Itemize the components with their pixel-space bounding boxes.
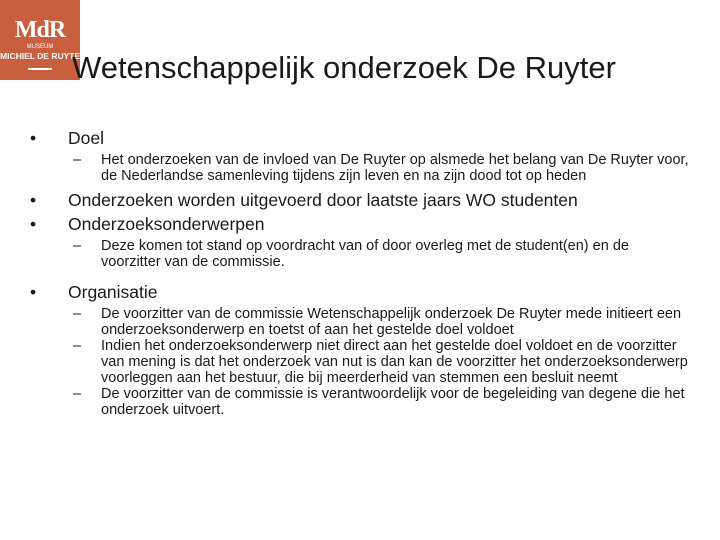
sub-item bbox=[30, 152, 690, 184]
sub-item bbox=[30, 238, 690, 270]
sub-item-text: De voorzitter van de commissie Wetenschappelijk onderzoek De Ruyter mede initieert een onderzoeksonderwerp en toetst of aan het gestelde doel voldoet bbox=[101, 306, 682, 338]
dash-icon: – bbox=[73, 338, 82, 354]
sub-item-text: Deze komen tot stand op voordracht van of door overleg met de student(en) en de voorzitter van de commissie. bbox=[101, 238, 629, 270]
bullet-text: Organisatie bbox=[68, 282, 158, 302]
bullet-item bbox=[30, 126, 690, 150]
bullet-item bbox=[30, 188, 690, 212]
dash-icon: – bbox=[73, 152, 82, 168]
dash-icon: – bbox=[73, 238, 82, 254]
sub-item bbox=[30, 306, 690, 338]
dash-icon: – bbox=[73, 306, 82, 322]
bullet-icon: • bbox=[30, 190, 37, 210]
bullet-icon: • bbox=[30, 128, 37, 148]
dash-icon: – bbox=[73, 386, 82, 402]
logo-underline bbox=[28, 68, 52, 70]
sub-item-text: Het onderzoeken van de invloed van De Ruyter op alsmede het belang van De Ruyter voor, de Nederlandse samenleving tijdens zijn leven en na zijn dood tot op heden bbox=[101, 152, 689, 184]
museum-logo bbox=[0, 0, 87, 80]
sub-item-text: Indien het onderzoeksonderwerp niet direct aan het gestelde doel voldoet en de voorzitter van mening is dat het onderzoek van nut is dan kan de voorzitter het onderzoeksonderwerp voorleggen aan het bestuur, die bij meerderheid van stemmen een besluit neemt bbox=[101, 338, 688, 386]
bullet-text: Onderzoeken worden uitgevoerd door laatste jaars WO studenten bbox=[68, 190, 578, 210]
bullet-icon: • bbox=[30, 282, 37, 302]
slide-title: Wetenschappelijk onderzoek De Ruyter bbox=[72, 50, 616, 85]
logo-mark: MdR bbox=[14, 17, 66, 43]
logo-name: MICHIEL DE RUYTER bbox=[0, 51, 87, 61]
bullet-text: Doel bbox=[68, 128, 104, 148]
bullet-item bbox=[30, 280, 690, 304]
logo-subtitle: MUSEUM bbox=[26, 44, 54, 50]
sub-item bbox=[30, 386, 690, 418]
bullet-icon: • bbox=[30, 214, 37, 234]
bullet-item bbox=[30, 212, 690, 236]
sub-item-text: De voorzitter van de commissie is verantwoordelijk voor de begeleiding van degene die het onderzoek uitvoert. bbox=[101, 386, 685, 418]
slide-content bbox=[30, 126, 690, 418]
bullet-text: Onderzoeksonderwerpen bbox=[68, 214, 265, 234]
sub-item bbox=[30, 338, 690, 386]
